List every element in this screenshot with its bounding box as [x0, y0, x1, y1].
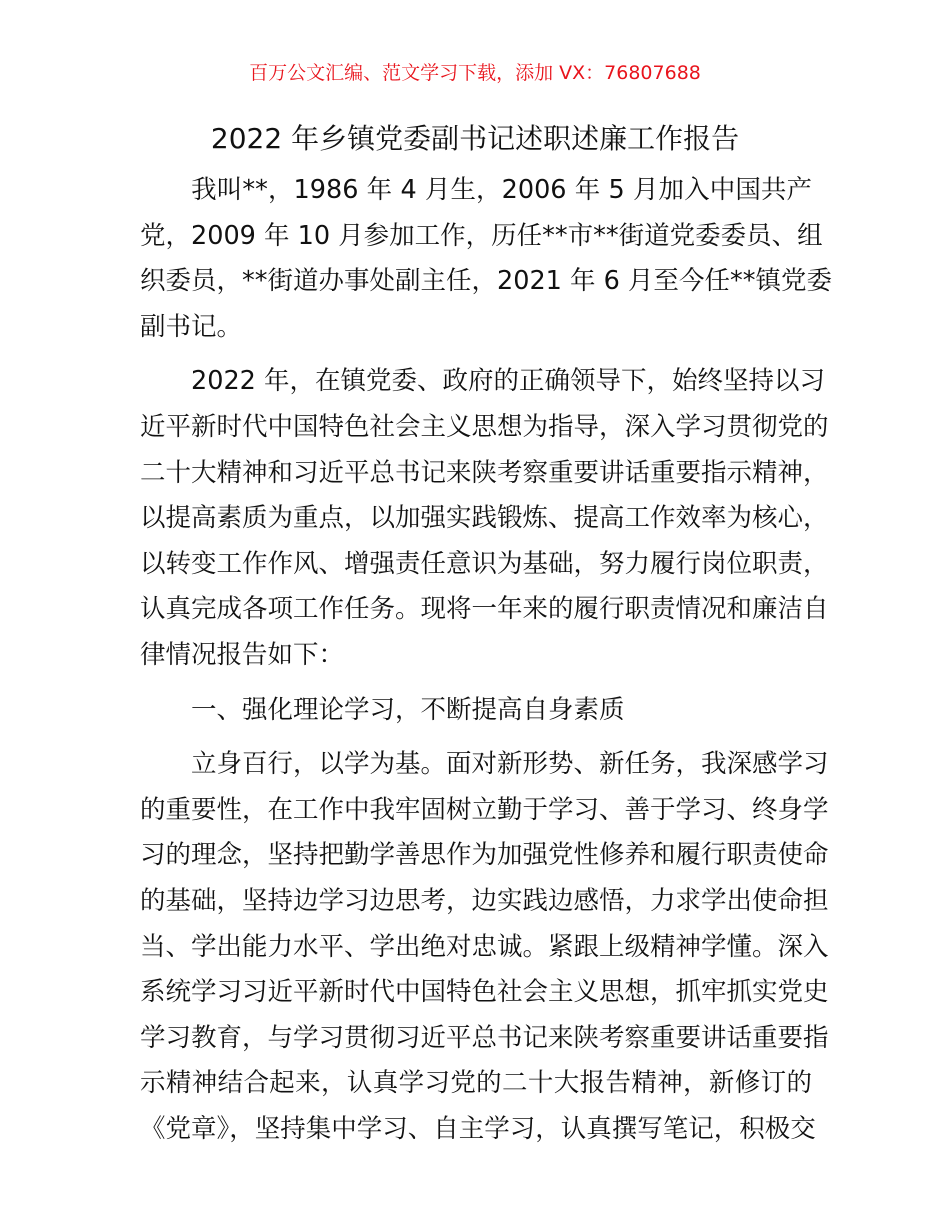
paragraph: [140, 168, 832, 350]
document-title: 2022 年乡镇党委副书记述职述廉工作报告: [210, 122, 740, 155]
document-body: [140, 168, 832, 1161]
text-line: 二十大精神和习近平总书记来陕考察重要讲话重要指示精神，: [140, 457, 829, 488]
text-line: 认真完成各项工作任务。现将一年来的履行职责情况和廉洁自: [140, 594, 829, 625]
paragraph: [140, 688, 812, 734]
text-line: 织委员，**街道办事处副主任，2021 年 6 月至今任**镇党委: [140, 266, 832, 297]
text-line: 《党章》，坚持集中学习、自主学习，认真撰写笔记，积极交: [140, 1113, 816, 1144]
text-line: 的基础，坚持边学习边思考，边实践边感悟，力求学出使命担: [140, 885, 829, 916]
text-line: 习的理念，坚持把勤学善思作为加强党性修养和履行职责使命: [140, 840, 829, 871]
text-line: 2022 年，在镇党委、政府的正确领导下，始终坚持以习: [140, 366, 826, 397]
text-line: 党，2009 年 10 月参加工作，历任**市**街道党委委员、组: [140, 220, 823, 251]
text-line: 的重要性，在工作中我牢固树立勤于学习、善于学习、终身学: [140, 794, 829, 825]
text-line: 我叫**，1986 年 4 月生，2006 年 5 月加入中国共产: [140, 175, 812, 205]
watermark-header: 百万公文汇编、范文学习下载，添加 VX：76807688: [249, 62, 701, 84]
text-line: 系统学习习近平新时代中国特色社会主义思想，抓牢抓实党史: [140, 977, 829, 1008]
text-line: 副书记。: [140, 311, 243, 342]
text-line: 示精神结合起来，认真学习党的二十大报告精神，新修订的: [140, 1068, 812, 1099]
text-line: 律情况报告如下：: [140, 639, 345, 670]
text-line: 学习教育，与学习贯彻习近平总书记来陕考察重要讲话重要指: [140, 1022, 829, 1053]
text-line: 立身百行，以学为基。面对新形势、新任务，我深感学习: [140, 749, 829, 780]
text-line: 以转变工作作风、增强责任意识为基础，努力履行岗位职责，: [140, 548, 829, 579]
text-line: 当、学出能力水平、学出绝对忠诚。紧跟上级精神学懂。深入: [140, 931, 829, 962]
text-line: 一、强化理论学习，不断提高自身素质: [140, 694, 625, 725]
text-line: 以提高素质为重点，以加强实践锻炼、提高工作效率为核心，: [140, 503, 829, 534]
paragraph: [140, 359, 829, 678]
paragraph: [140, 742, 829, 1152]
text-line: 近平新时代中国特色社会主义思想为指导，深入学习贯彻党的: [140, 411, 829, 442]
